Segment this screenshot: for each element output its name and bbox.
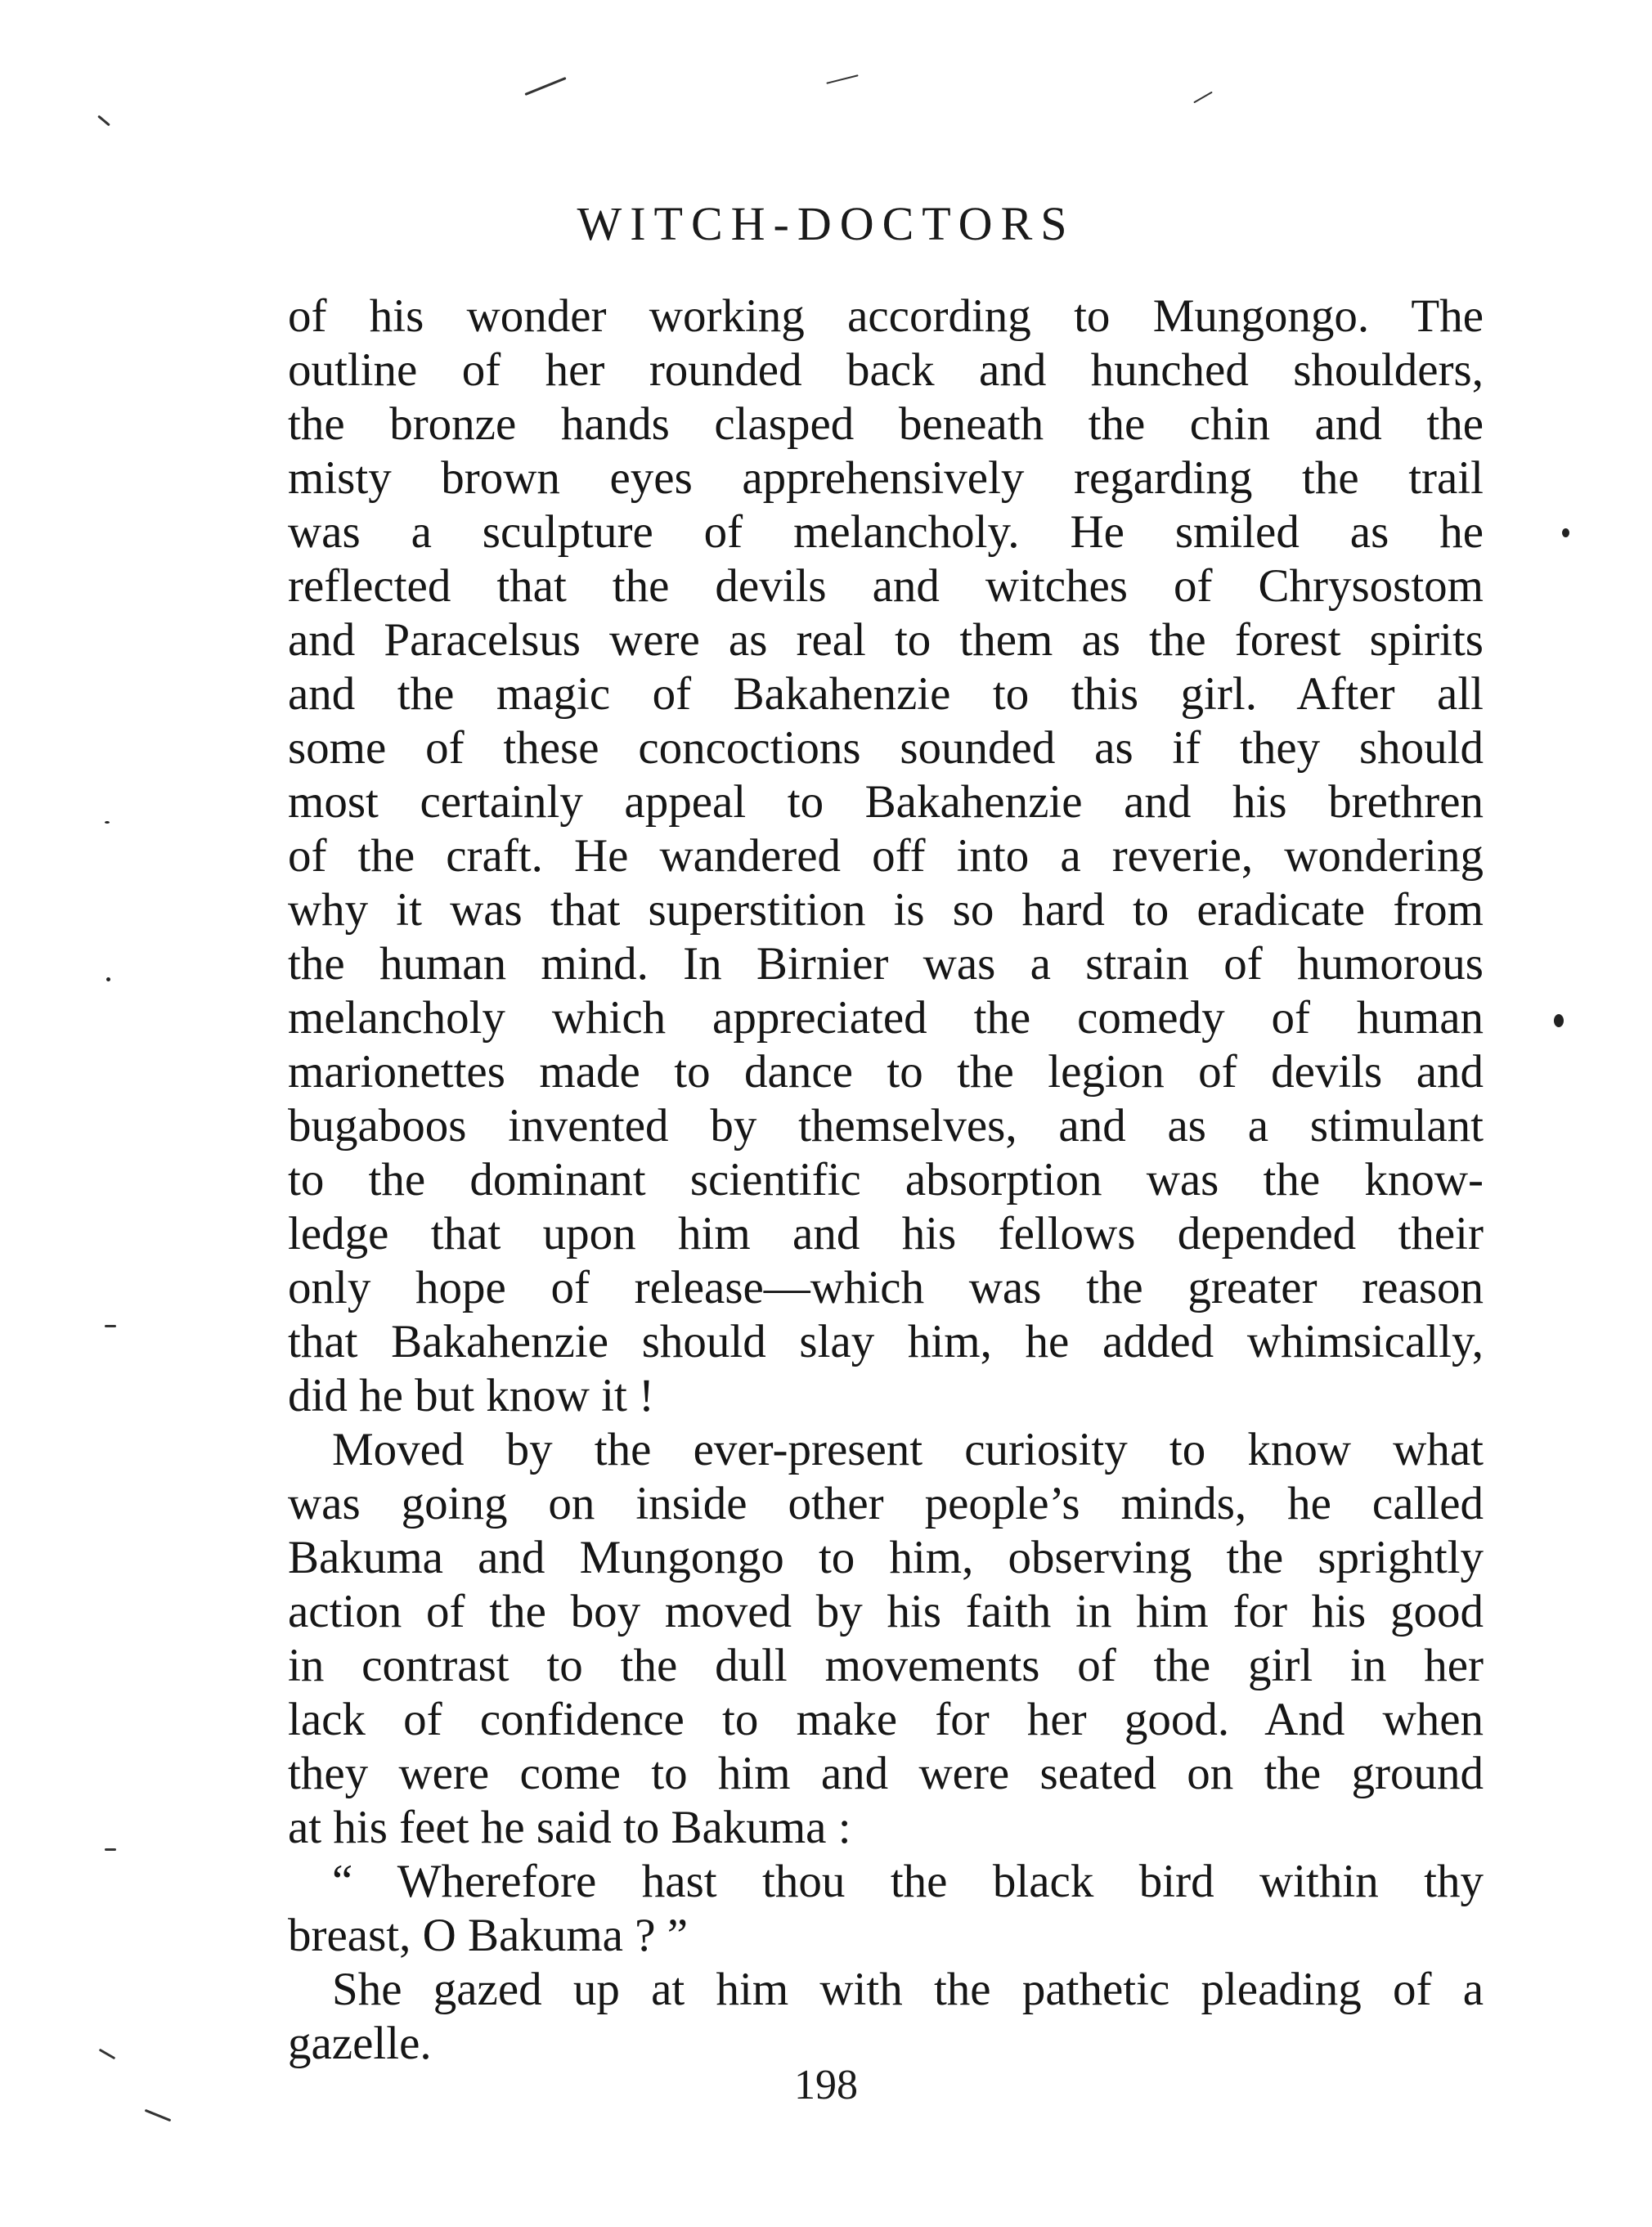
text-line: Moved by the ever-present curiosity to know what <box>332 1424 1484 1475</box>
text-line: reflected that the devils and witches of Chrysostom <box>288 560 1484 612</box>
text-line: was going on inside other people’s minds, he called <box>288 1478 1484 1529</box>
text-line: “ Wherefore hast thou the black bird within thy <box>332 1856 1484 1907</box>
scan-mark <box>105 1325 116 1327</box>
text-line: lack of confidence to make for her good. And when <box>288 1694 1484 1745</box>
scan-mark <box>97 115 110 127</box>
scan-speck <box>105 821 110 824</box>
text-line: outline of her rounded back and hunched shoulders, <box>288 344 1484 396</box>
text-line: in contrast to the dull movements of the girl in her <box>288 1640 1484 1691</box>
scan-speck <box>1554 1014 1564 1027</box>
text-line: breast, O Bakuma ? ” <box>288 1910 689 1961</box>
text-line: they were come to him and were seated on the ground <box>288 1748 1484 1799</box>
text-line: some of these concoctions sounded as if they should <box>288 722 1484 774</box>
text-line: and Paracelsus were as real to them as the forest spirits <box>288 614 1484 666</box>
text-line: bugaboos invented by themselves, and as a stimulant <box>288 1100 1484 1152</box>
text-line: gazelle. <box>288 2018 432 2069</box>
scan-mark <box>1193 92 1213 104</box>
text-line: that Bakahenzie should slay him, he added whimsically, <box>288 1316 1484 1367</box>
text-line: was a sculpture of melancholy. He smiled as he <box>288 506 1484 558</box>
scan-mark <box>99 2049 116 2060</box>
text-line: the bronze hands clasped beneath the chin and the <box>288 398 1484 450</box>
scan-speck <box>106 977 110 981</box>
text-line: to the dominant scientific absorption was the know- <box>288 1154 1484 1206</box>
text-line: marionettes made to dance to the legion of devils and <box>288 1046 1484 1098</box>
text-line: and the magic of Bakahenzie to this girl. After all <box>288 668 1484 720</box>
text-line: Bakuma and Mungongo to him, observing the sprightly <box>288 1532 1484 1583</box>
text-line: of his wonder working according to Mungongo. The <box>288 290 1484 342</box>
scan-mark <box>826 74 858 84</box>
running-head: WITCH-DOCTORS <box>577 197 1075 250</box>
text-line: why it was that superstition is so hard to eradicate from <box>288 884 1484 936</box>
text-line: the human mind. In Birnier was a strain of humorous <box>288 938 1484 990</box>
text-line: She gazed up at him with the pathetic pleading of a <box>332 1964 1484 2015</box>
scan-mark <box>105 1848 116 1851</box>
text-line: misty brown eyes apprehensively regarding the trail <box>288 452 1484 504</box>
scan-speck <box>1562 528 1569 537</box>
text-line: did he but know it ! <box>288 1370 655 1421</box>
scan-mark <box>524 77 566 96</box>
text-line: of the craft. He wandered off into a reverie, wondering <box>288 830 1484 882</box>
text-line: melancholy which appreciated the comedy of human <box>288 992 1484 1044</box>
text-line: most certainly appeal to Bakahenzie and his brethren <box>288 776 1484 828</box>
text-line: action of the boy moved by his faith in him for his good <box>288 1586 1484 1637</box>
scan-mark <box>145 2109 172 2122</box>
text-line: ledge that upon him and his fellows depended their <box>288 1208 1484 1259</box>
text-line: only hope of release—which was the greater reason <box>288 1262 1484 1313</box>
page-number: 198 <box>794 2062 858 2108</box>
text-line: at his feet he said to Bakuma : <box>288 1802 851 1853</box>
